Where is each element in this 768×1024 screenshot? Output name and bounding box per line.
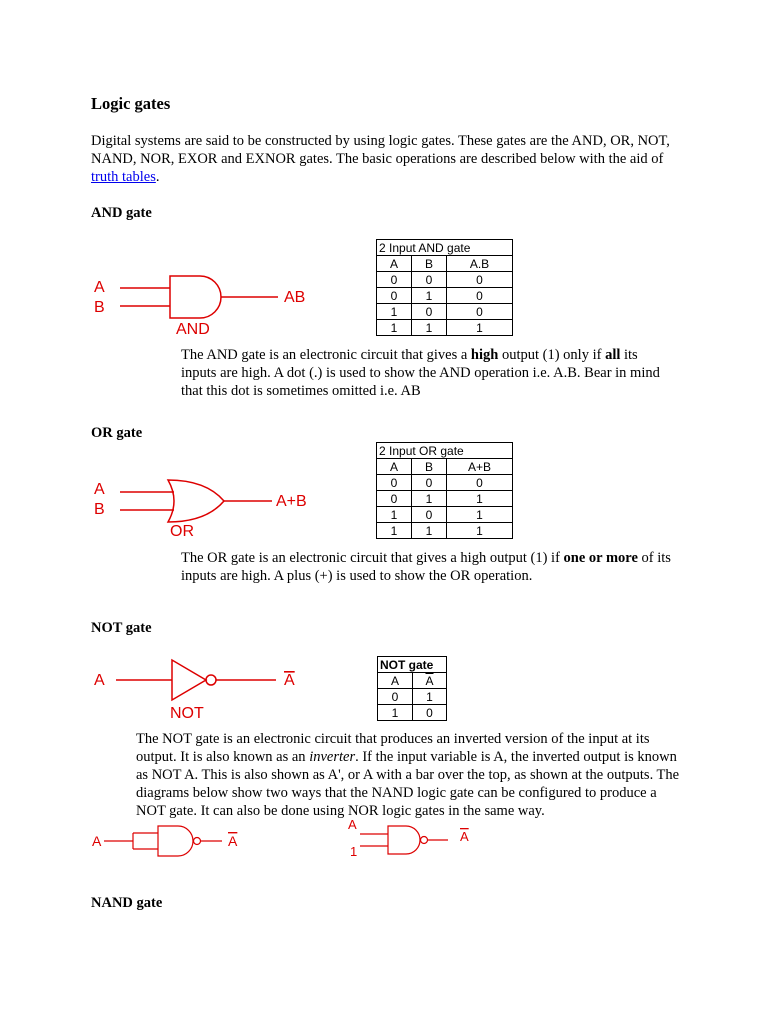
and-gate-diagram xyxy=(88,268,320,340)
or-table-header-out: A+B xyxy=(447,459,513,475)
table-cell: 1 xyxy=(447,491,513,507)
and-truth-table xyxy=(376,239,513,336)
intro-text: Digital systems are said to be constructed by using logic gates. These gates are the AND, OR, NOT, NAND, NOR, EXOR and EXNOR gates. The basic operations are described below with the aid of xyxy=(91,133,670,167)
table-row xyxy=(377,288,513,304)
not-gate-heading: NOT gate xyxy=(91,620,152,636)
and-table-header-out: A.B xyxy=(447,256,513,272)
table-cell: 0 xyxy=(377,475,412,491)
table-cell: 1 xyxy=(377,507,412,523)
and-desc-bold-high: high xyxy=(470,347,499,363)
table-row xyxy=(378,689,447,705)
or-desc-text: of its inputs are high. A plus (+) is used to show the OR operation. xyxy=(181,550,671,584)
page-title: Logic gates xyxy=(91,94,171,113)
table-cell: 1 xyxy=(447,523,513,539)
or-truth-table xyxy=(376,442,513,539)
not-gate-diagram xyxy=(88,656,320,726)
table-cell: 1 xyxy=(377,523,412,539)
table-cell: 1 xyxy=(413,689,447,705)
table-cell: 0 xyxy=(447,288,513,304)
table-cell: 0 xyxy=(447,272,513,288)
table-cell: 0 xyxy=(377,288,412,304)
table-cell: 1 xyxy=(447,507,513,523)
nand2-input-one-label: 1 xyxy=(350,844,358,859)
not-truth-table xyxy=(377,656,447,721)
table-cell: 0 xyxy=(412,272,447,288)
or-table-header-a: A xyxy=(377,459,412,475)
not-input-label: A xyxy=(94,672,105,689)
table-cell: 1 xyxy=(377,304,412,320)
table-cell: 0 xyxy=(447,304,513,320)
or-gate-diagram xyxy=(88,472,328,544)
and-gate-heading: AND gate xyxy=(91,205,152,221)
nand1-input-label: A xyxy=(92,833,102,849)
table-row xyxy=(377,320,513,336)
table-cell: 1 xyxy=(447,320,513,336)
and-desc-text: output (1) only if xyxy=(498,347,606,363)
table-row xyxy=(377,491,513,507)
table-cell: 1 xyxy=(378,705,413,721)
table-row xyxy=(377,475,513,491)
table-cell: 1 xyxy=(412,491,447,507)
truth-tables-link[interactable]: truth tables xyxy=(91,169,156,185)
and-input-b-label: B xyxy=(94,299,105,316)
or-description xyxy=(181,549,677,585)
not-description xyxy=(136,730,686,820)
and-table-header-a: A xyxy=(377,256,412,272)
not-table-header-abar: $\overline{A}$ xyxy=(413,673,447,689)
or-output-label: A+B xyxy=(276,493,307,510)
table-row xyxy=(377,272,513,288)
nand-as-not-diagram-1 xyxy=(88,822,268,862)
table-cell: 0 xyxy=(412,507,447,523)
or-input-a-label: A xyxy=(94,481,105,498)
not-desc-text: . If the input variable is A, the inverted output is known as NOT A. This is also shown as A', or A with a bar over the top, as shown at the outputs. The diagrams below show two ways that the NAND logic gate can be configured to produce a NOT gate. It can also be done using NOR logic gates in the same way. xyxy=(136,749,680,819)
nand2-input-a-label: A xyxy=(348,818,357,832)
table-row xyxy=(377,523,513,539)
not-output-label: A xyxy=(284,672,295,689)
table-cell: 0 xyxy=(413,705,447,721)
and-description xyxy=(181,346,661,400)
table-cell: 0 xyxy=(377,272,412,288)
table-cell: 0 xyxy=(412,475,447,491)
table-cell: 0 xyxy=(377,491,412,507)
table-row xyxy=(378,705,447,721)
and-desc-text: The AND gate is an electronic circuit that gives a xyxy=(181,347,471,363)
or-input-b-label: B xyxy=(94,501,105,518)
intro-end: . xyxy=(155,169,160,185)
or-gate-name: OR xyxy=(170,523,194,540)
not-desc-italic: inverter xyxy=(309,749,356,765)
not-table-header-a: A xyxy=(378,673,413,689)
nand1-output-label: A xyxy=(228,833,238,849)
not-table-title: NOT gate xyxy=(378,657,447,673)
or-table-header-b: B xyxy=(412,459,447,475)
and-desc-text: its inputs are high. A dot (.) is used to show the AND operation i.e. A.B. Bear in mind that this dot is sometimes omitted i.e. AB xyxy=(181,347,660,399)
and-table-title: 2 Input AND gate xyxy=(377,240,513,256)
table-cell: 1 xyxy=(412,288,447,304)
and-output-label: AB xyxy=(284,289,306,306)
or-desc-text: The OR gate is an electronic circuit that gives a high output (1) if xyxy=(181,550,564,566)
nand-gate-heading: NAND gate xyxy=(91,895,163,911)
not-gate-name: NOT xyxy=(170,705,204,722)
table-cell: 1 xyxy=(377,320,412,336)
or-desc-bold: one or more xyxy=(563,550,638,566)
table-row xyxy=(377,304,513,320)
table-cell: 1 xyxy=(412,523,447,539)
or-table-title: 2 Input OR gate xyxy=(377,443,513,459)
table-cell: 0 xyxy=(447,475,513,491)
intro-paragraph xyxy=(91,132,681,186)
nand2-output-label: A xyxy=(460,829,469,844)
and-gate-name: AND xyxy=(176,321,210,338)
table-cell: 1 xyxy=(412,320,447,336)
table-cell: 0 xyxy=(412,304,447,320)
table-row xyxy=(377,507,513,523)
or-gate-heading: OR gate xyxy=(91,425,143,441)
and-input-a-label: A xyxy=(94,279,105,296)
not-desc-text: The NOT gate is an electronic circuit that produces an inverted version of the input at its output. It is also known as an xyxy=(136,731,650,765)
nand-as-not-diagram-2 xyxy=(342,818,492,860)
and-desc-bold-all: all xyxy=(605,347,621,363)
table-cell: 0 xyxy=(378,689,413,705)
and-table-header-b: B xyxy=(412,256,447,272)
